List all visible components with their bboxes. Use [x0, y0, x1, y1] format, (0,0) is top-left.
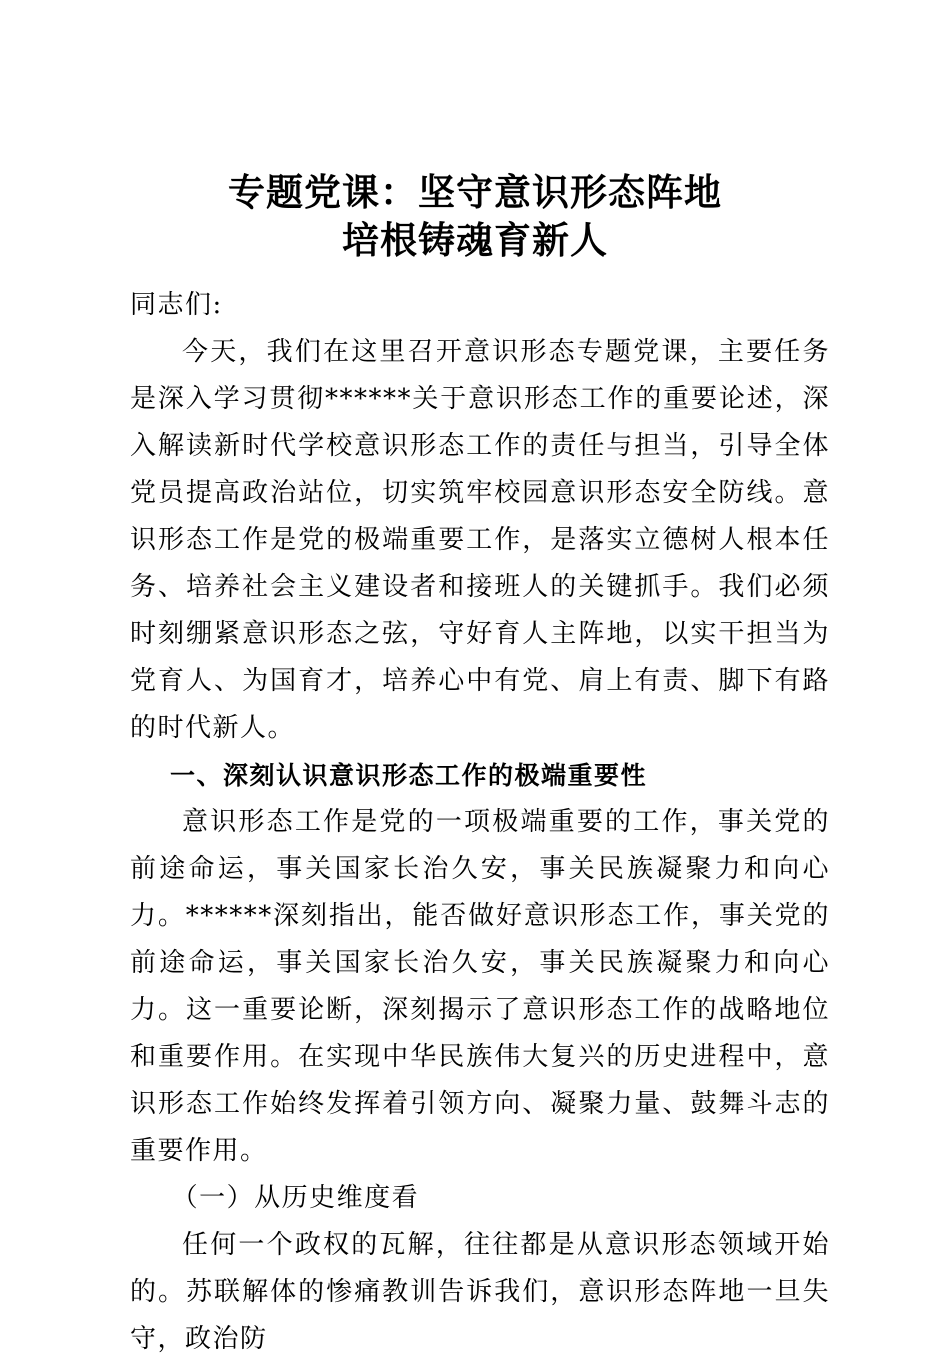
section-1-paragraph: 意识形态工作是党的一项极端重要的工作，事关党的前途命运，事关国家长治久安，事关民族凝聚力和向心力。******深刻指出，能否做好意识形态工作，事关党的前途命运，事关国家长治久安，事关民族凝聚力和向心力。这一重要论断，深刻揭示了意识形态工作的战略地位和重要作用。在实现中华民族伟大复兴的历史进程中，意识形态工作始终发挥着引领方向、凝聚力量、鼓舞斗志的重要作用。	[130, 807, 830, 1166]
document-title-line-2: 培根铸魂育新人	[342, 219, 608, 262]
salutation: 同志们:	[130, 290, 223, 320]
subsection-1-heading: （一）从历史维度看	[171, 1183, 420, 1213]
document-body	[130, 282, 830, 1363]
intro-paragraph: 今天，我们在这里召开意识形态专题党课，主要任务是深入学习贯彻******关于意识形态工作的重要论述，深入解读新时代学校意识形态工作的责任与担当，引导全体党员提高政治站位，切实筑牢校园意识形态安全防线。意识形态工作是党的极端重要工作，是落实立德树人根本任务、培养社会主义建设者和接班人的关键抓手。我们必须时刻绷紧意识形态之弦，守好育人主阵地，以实干担当为党育人、为国育才，培养心中有党、肩上有责、脚下有路的时代新人。	[130, 337, 830, 743]
section-1-heading: 一、深刻认识意识形态工作的极端重要性	[170, 761, 648, 790]
document-title-line-1: 专题党课：坚守意识形态阵地	[228, 171, 722, 214]
subsection-1-paragraph: 任何一个政权的瓦解，往往都是从意识形态领域开始的。苏联解体的惨痛教训告诉我们，意识形态阵地一旦失守，政治防	[130, 1230, 830, 1354]
